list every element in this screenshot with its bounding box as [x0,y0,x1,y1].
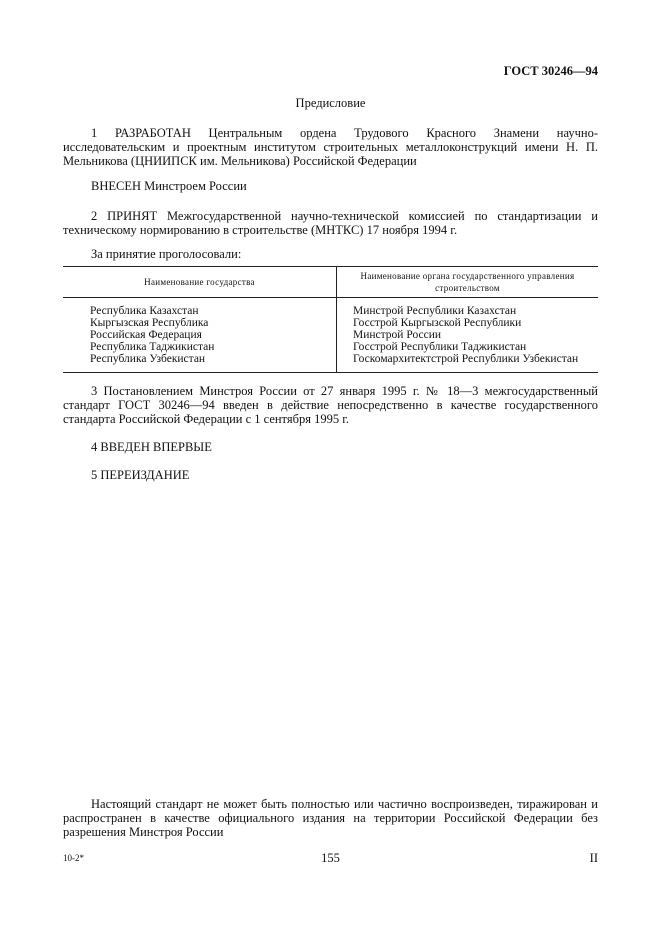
footer-sheet-mark: 10-2* [63,853,84,863]
page-number: 155 [321,851,340,865]
table-cell-state: Кыргызская Республика [63,317,337,329]
paragraph-voted-for: За принятие проголосовали: [91,247,242,261]
paragraph-enacted: 3 Постановлением Минстроя России от 27 января 1995 г. № 18—3 межгосударственный стандарт ГОСТ 30246—94 введен в действие непосредственно в качестве государственного стандарта Российской Федерации с 1 сентября 1995 г. [63,384,598,426]
table-cell-authority: Госкомархитектстрой Республики Узбекистан [337,353,599,373]
table-row [63,353,598,373]
table-cell-authority: Минстрой России [353,329,441,341]
voting-table [63,266,598,373]
table-cell-state: Республика Таджикистан [63,341,337,353]
table-cell-authority: Госстрой Кыргызской Республики [353,317,522,329]
table-row [63,341,598,353]
paragraph-adopted-by: 2 ПРИНЯТ Межгосударственной научно-технической комиссией по стандартизации и техническому нормированию в строительстве (МНТКС) 17 ноября 1994 г. [63,209,598,237]
paragraph-introduced-by: ВНЕСЕН Минстроем России [91,179,247,193]
document-code-header: ГОСТ 30246—94 [503,64,598,78]
table-header-state: Наименование государства [63,267,337,298]
table-cell-state: Российская Федерация [63,329,337,341]
paragraph-developed-by: 1 РАЗРАБОТАН Центральным ордена Трудового Красного Знамени научно-исследовательским и проектным институтом строительных металлоконструкций имени Н. П. Мельникова (ЦНИИПСК им. Мельникова) Российской Федерации [63,126,598,168]
paragraph-reissue: 5 ПЕРЕИЗДАНИЕ [91,468,190,482]
table-cell-authority: Госстрой Республики Таджикистан [353,341,527,353]
paragraph-first-introduced: 4 ВВЕДЕН ВПЕРВЫЕ [91,440,212,454]
table-row [63,329,598,341]
footer-right-mark: II [589,851,598,865]
table-header-authority: Наименование органа государственного управления строительством [337,267,599,298]
table-row [63,317,598,329]
copyright-notice: Настоящий стандарт не может быть полностью или частично воспроизведен, тиражирован и распространен в качестве официального издания на территории Российской Федерации без разрешения Минстроя России [63,797,598,839]
table-cell-state: Республика Казахстан [63,298,337,318]
section-title: Предисловие [295,96,366,110]
table-cell-state: Республика Узбекистан [63,353,337,373]
table-header-row [63,267,598,298]
table-cell-authority: Минстрой Республики Казахстан [353,305,517,317]
table-row [63,298,598,318]
